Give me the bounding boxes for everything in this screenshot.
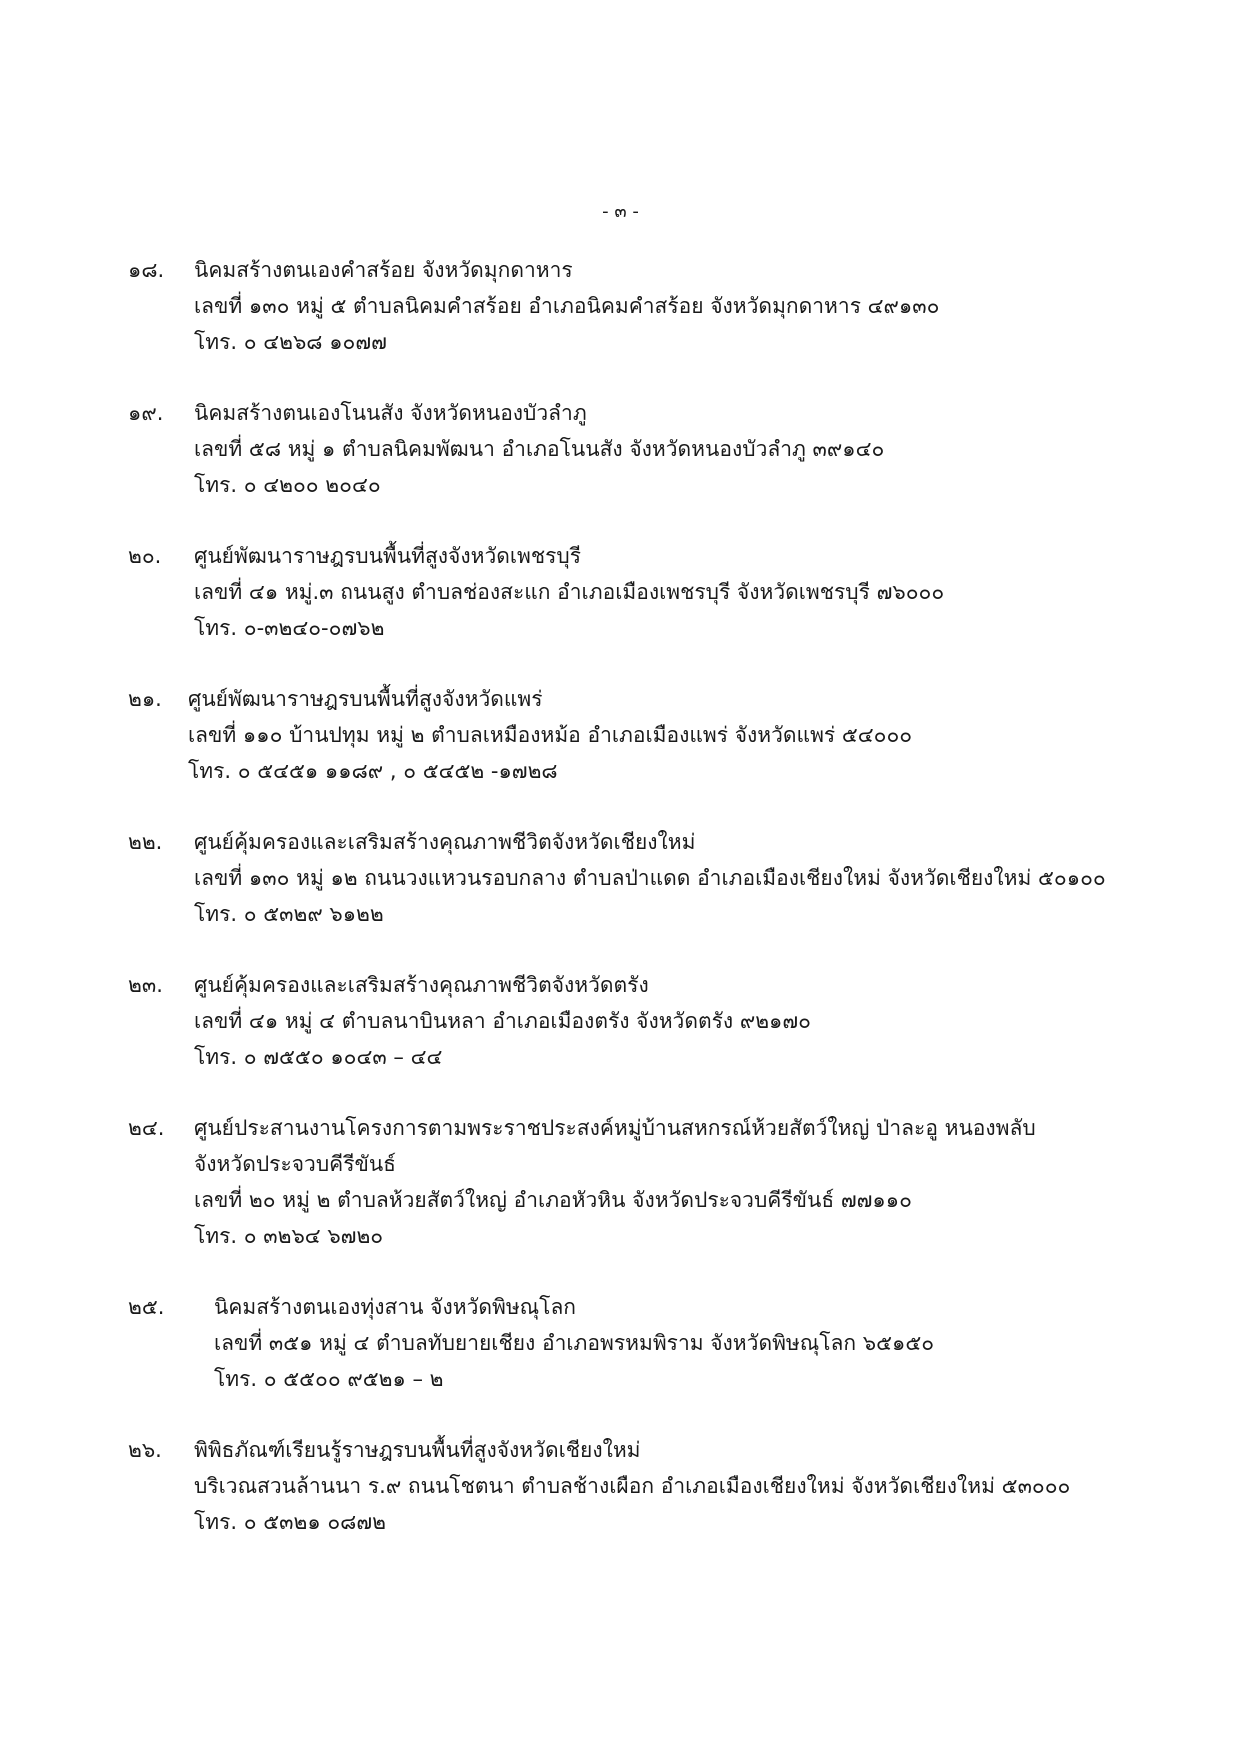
entry-title: พิพิธภัณฑ์เรียนรู้ราษฎรบนพื้นที่สูงจังหวัดเชียงใหม่ xyxy=(194,1438,641,1462)
entry-title-continued: จังหวัดประจวบคีรีขันธ์ xyxy=(194,1152,397,1176)
entry-address: เลขที่ ๑๓๐ หมู่ ๕ ตำบลนิคมคำสร้อย อำเภอนิคมคำสร้อย จังหวัดมุกดาหาร ๔๙๑๓๐ xyxy=(194,294,940,318)
list-item xyxy=(128,252,1138,360)
entry-title: ศูนย์คุ้มครองและเสริมสร้างคุณภาพชีวิตจังหวัดเชียงใหม่ xyxy=(194,830,696,854)
entry-address: เลขที่ ๑๑๐ บ้านปทุม หมู่ ๒ ตำบลเหมืองหม้อ อำเภอเมืองแพร่ จังหวัดแพร่ ๕๔๐๐๐ xyxy=(188,723,913,747)
entry-phone: โทร. ๐ ๕๔๕๑ ๑๑๘๙ , ๐ ๕๔๕๒ -๑๗๒๘ xyxy=(188,759,558,783)
entry-number: ๒๕. xyxy=(128,1295,165,1319)
entry-title: นิคมสร้างตนเองคำสร้อย จังหวัดมุกดาหาร xyxy=(194,258,573,282)
entry-number: ๒๐. xyxy=(128,544,162,568)
entry-number: ๒๓. xyxy=(128,973,163,997)
entry-title: นิคมสร้างตนเองโนนสัง จังหวัดหนองบัวลำภู xyxy=(194,401,587,425)
entry-number: ๒๑. xyxy=(128,687,162,711)
entry-title: ศูนย์พัฒนาราษฎรบนพื้นที่สูงจังหวัดแพร่ xyxy=(188,687,543,711)
entry-phone: โทร. ๐ ๕๕๐๐ ๙๕๒๑ – ๒ xyxy=(214,1367,444,1391)
list-item xyxy=(128,1289,1138,1397)
entry-address: บริเวณสวนล้านนา ร.๙ ถนนโชตนา ตำบลช้างเผือก อำเภอเมืองเชียงใหม่ จังหวัดเชียงใหม่ ๕๓๐๐๐ xyxy=(194,1474,1071,1498)
entry-address: เลขที่ ๒๐ หมู่ ๒ ตำบลห้วยสัตว์ใหญ่ อำเภอหัวหิน จังหวัดประจวบคีรีขันธ์ ๗๗๑๑๐ xyxy=(194,1188,912,1212)
list-item xyxy=(128,967,1138,1075)
list-item xyxy=(128,681,1138,789)
page-number: - ๓ - xyxy=(602,201,639,222)
list-item xyxy=(128,395,1138,503)
entry-phone: โทร. ๐ ๕๓๒๑ ๐๘๗๒ xyxy=(194,1510,386,1534)
entry-title: ศูนย์ประสานงานโครงการตามพระราชประสงค์หมู่บ้านสหกรณ์ห้วยสัตว์ใหญ่ ป่าละอู หนองพลับ xyxy=(194,1116,1036,1140)
entry-title: ศูนย์คุ้มครองและเสริมสร้างคุณภาพชีวิตจังหวัดตรัง xyxy=(194,973,649,997)
entry-title: ศูนย์พัฒนาราษฎรบนพื้นที่สูงจังหวัดเพชรบุรี xyxy=(194,544,582,568)
entry-address: เลขที่ ๓๕๑ หมู่ ๔ ตำบลทับยายเชียง อำเภอพรหมพิราม จังหวัดพิษณุโลก ๖๕๑๕๐ xyxy=(214,1331,935,1355)
entry-phone: โทร. ๐-๓๒๔๐-๐๗๖๒ xyxy=(194,616,385,640)
entry-address: เลขที่ ๑๓๐ หมู่ ๑๒ ถนนวงแหวนรอบกลาง ตำบลป่าแดด อำเภอเมืองเชียงใหม่ จังหวัดเชียงใหม่ ๕๐๑๐๐ xyxy=(194,866,1106,890)
entry-phone: โทร. ๐ ๔๒๐๐ ๒๐๔๐ xyxy=(194,473,381,497)
entry-number: ๒๖. xyxy=(128,1438,162,1462)
entry-address: เลขที่ ๔๑ หมู่ ๔ ตำบลนาบินหลา อำเภอเมืองตรัง จังหวัดตรัง ๙๒๑๗๐ xyxy=(194,1009,811,1033)
entry-number: ๑๘. xyxy=(128,258,165,282)
entry-address: เลขที่ ๔๑ หมู่.๓ ถนนสูง ตำบลช่องสะแก อำเภอเมืองเพชรบุรี จังหวัดเพชรบุรี ๗๖๐๐๐ xyxy=(194,580,945,604)
entry-address: เลขที่ ๕๘ หมู่ ๑ ตำบลนิคมพัฒนา อำเภอโนนสัง จังหวัดหนองบัวลำภู ๓๙๑๔๐ xyxy=(194,437,885,461)
list-item xyxy=(128,1432,1138,1540)
list-item xyxy=(128,824,1138,932)
list-item xyxy=(128,538,1138,646)
entry-number: ๒๒. xyxy=(128,830,163,854)
entry-number: ๑๙. xyxy=(128,401,164,425)
entry-number: ๒๔. xyxy=(128,1116,165,1140)
entry-title: นิคมสร้างตนเองทุ่งสาน จังหวัดพิษณุโลก xyxy=(214,1295,577,1319)
list-item xyxy=(128,1110,1138,1254)
entry-phone: โทร. ๐ ๔๒๖๘ ๑๐๗๗ xyxy=(194,330,387,354)
entry-phone: โทร. ๐ ๓๒๖๔ ๖๗๒๐ xyxy=(194,1224,384,1248)
entry-phone: โทร. ๐ ๗๕๕๐ ๑๐๔๓ – ๔๔ xyxy=(194,1045,443,1069)
entry-phone: โทร. ๐ ๕๓๒๙ ๖๑๒๒ xyxy=(194,902,384,926)
